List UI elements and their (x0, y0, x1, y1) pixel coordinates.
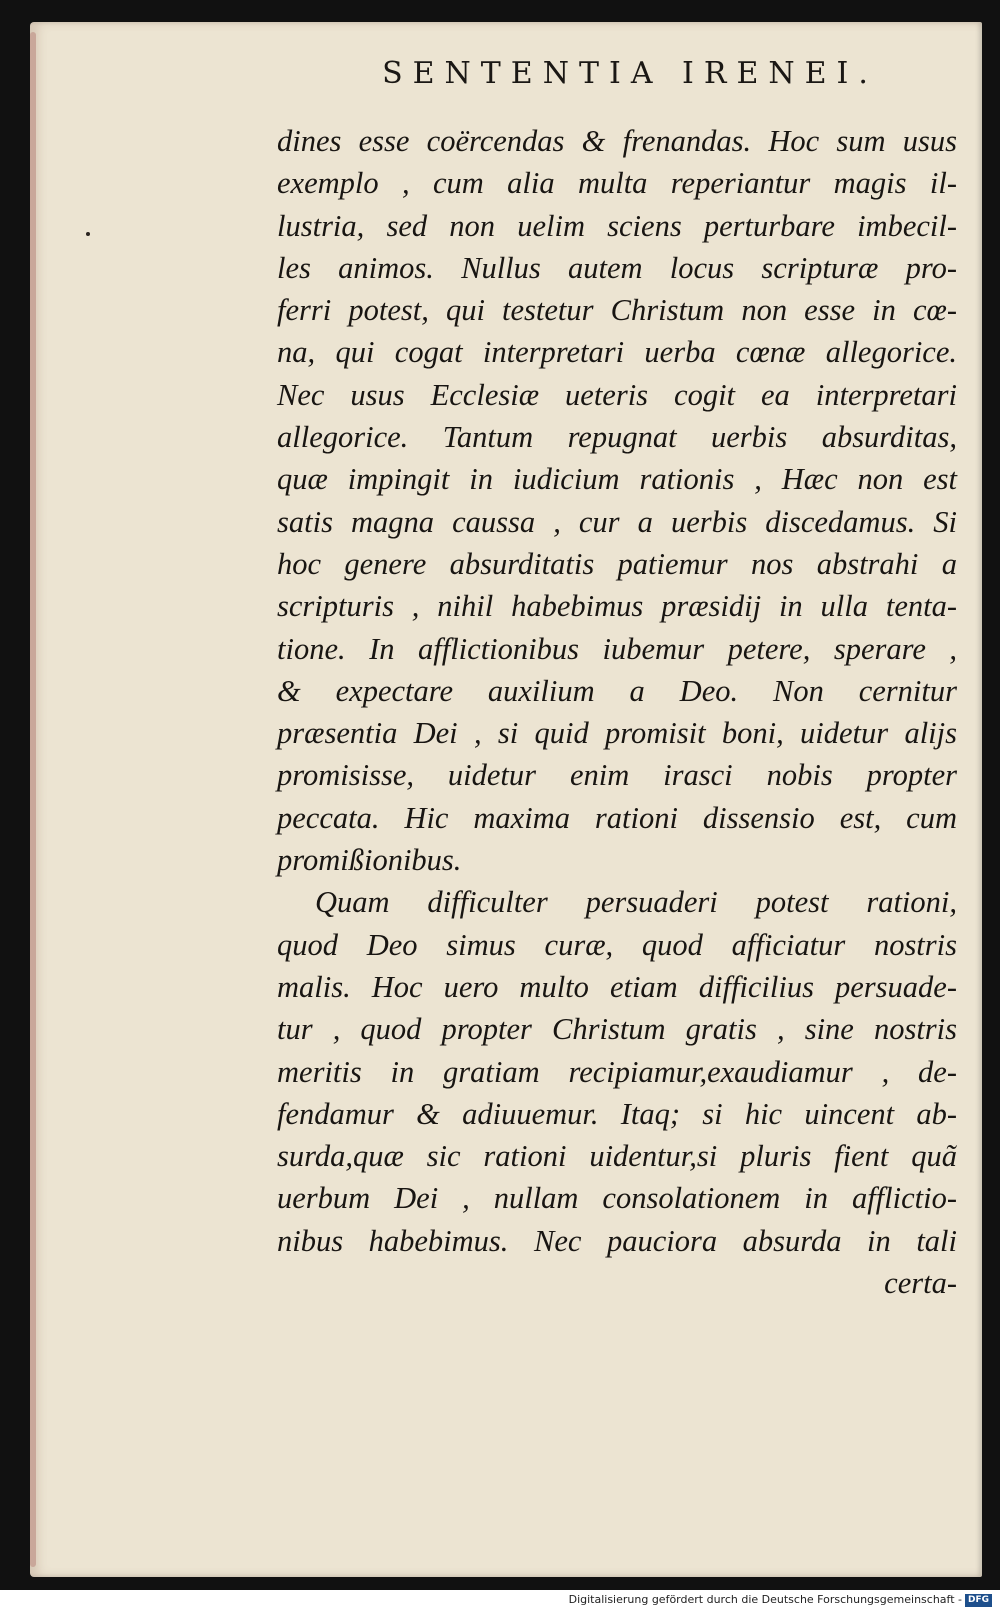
text-line: malis. Hoc uero multo etiam difficilius persuade- (277, 969, 957, 1004)
text-line: exemplo , cum alia multa reperiantur magis il- (277, 166, 957, 201)
text-line: hoc genere absurditatis patiemur nos abstrahi a (277, 546, 957, 581)
text-line: uerbum Dei , nullam consolationem in afflictio- (277, 1181, 957, 1216)
text-line: satis magna caussa , cur a uerbis discedamus. Si (277, 504, 957, 539)
text-line: quæ impingit in iudicium rationis , Hæc non est (277, 462, 957, 497)
text-line: lustria, sed non uelim sciens perturbare imbecil- (277, 208, 957, 243)
text-line: tione. In afflictionibus iubemur petere, sperare , (277, 631, 957, 666)
paragraph-first-line: Quam difficulter persuaderi potest rationi, (315, 885, 957, 920)
credit-text: Digitalisierung gefördert durch die Deutsche Forschungsgemeinschaft - (568, 1593, 962, 1606)
text-line: dines esse coërcendas & frenandas. Hoc sum usus (277, 124, 957, 158)
text-line: les animos. Nullus autem locus scripturæ pro- (277, 250, 957, 285)
text-line: meritis in gratiam recipiamur,exaudiamur , de- (277, 1054, 957, 1089)
text-line: na, qui cogat interpretari uerba cœnæ allegorice. (277, 335, 957, 370)
text-line: quod Deo simus curæ, quod afficiatur nostris (277, 927, 957, 962)
text-line: tur , quod propter Christum gratis , sine nostris (277, 1012, 957, 1047)
text-line: fendamur & adiuuemur. Itaq; si hic uincent ab- (277, 1096, 957, 1131)
text-line: scripturis , nihil habebimus præsidij in ulla tenta- (277, 589, 957, 624)
ink-speck (86, 232, 90, 236)
text-line: ferri potest, qui testetur Christum non esse in cœ- (277, 293, 957, 328)
book-page (30, 22, 982, 1577)
digitization-credit (569, 1590, 992, 1610)
text-line: præsentia Dei , si quid promisit boni, uidetur alijs (277, 716, 957, 751)
body-text (277, 120, 957, 1304)
text-line: nibus habebimus. Nec pauciora absurda in tali (277, 1223, 957, 1258)
text-line: promisisse, uidetur enim irasci nobis propter (277, 758, 957, 793)
text-line: Nec usus Ecclesiæ ueteris cogit ea interpretari (277, 377, 957, 412)
catchword: certa- (884, 1266, 957, 1301)
text-line: peccata. Hic maxima rationi dissensio est, cum (277, 800, 957, 835)
dfg-logo: DFG (965, 1594, 992, 1607)
running-head: SENTENTIA IRENEI. (382, 56, 878, 91)
text-line: allegorice. Tantum repugnat uerbis absurditas, (277, 420, 957, 455)
text-line: promißionibus. (277, 843, 462, 878)
text-line: surda,quæ sic rationi uidentur,si pluris fient quã (277, 1139, 957, 1174)
text-line: & expectare auxilium a Deo. Non cernitur (277, 673, 957, 708)
